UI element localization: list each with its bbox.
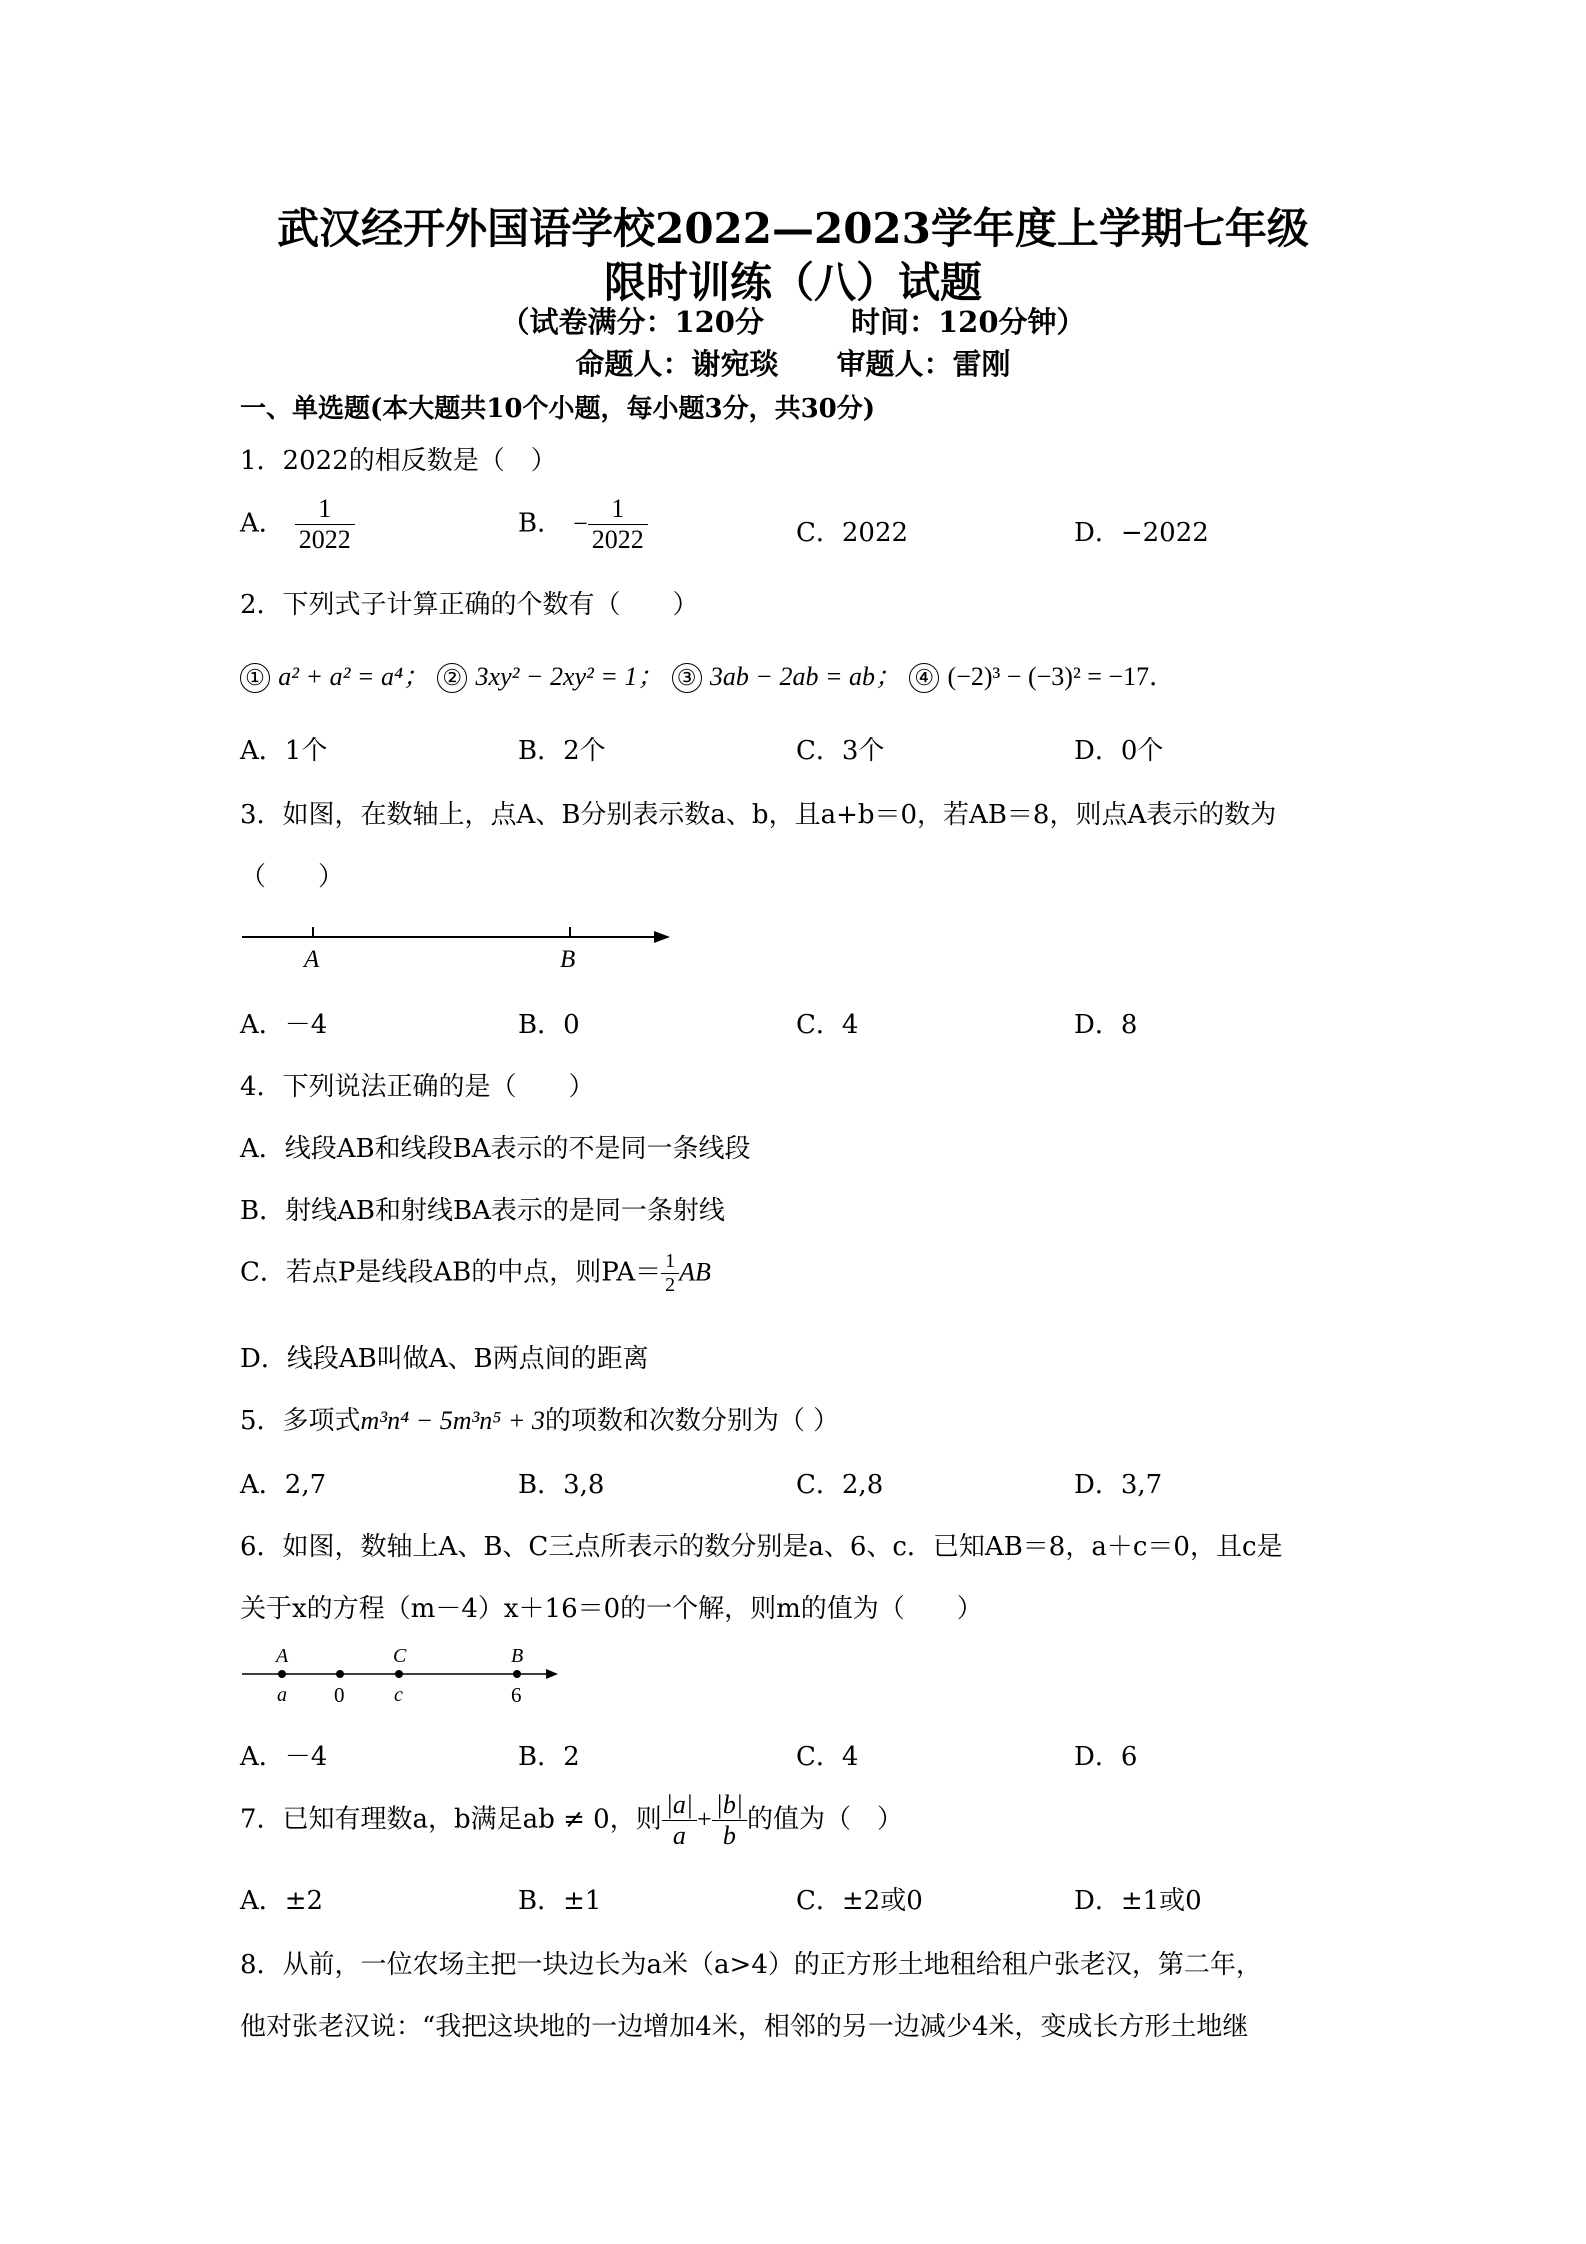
q5-stem: 5．多项式m³n⁴ − 5m³n⁵ + 3的项数和次数分别为（ ） <box>240 1406 840 1436</box>
q1-option-b: B． − $\frac{1}{2022}$ <box>518 494 648 555</box>
q5-option-d: D．3,7 <box>1074 1470 1163 1500</box>
q5-option-b: B．3,8 <box>518 1470 605 1500</box>
value-a-label: a <box>277 1684 287 1706</box>
q5-option-a: A．2,7 <box>240 1470 327 1500</box>
q6-option-b: B．2 <box>518 1742 580 1772</box>
number-line-figure-q3 <box>240 915 680 975</box>
q3-stem-line1: 3．如图，在数轴上，点A、B分别表示数a、b，且a+b＝0，若AB＝8，则点A表示的数为 <box>240 800 1277 830</box>
q2-option-c: C．3个 <box>796 736 885 766</box>
q1-stem: 1．2022的相反数是（ ） <box>240 446 557 476</box>
q6-option-a: A．－4 <box>240 1742 328 1772</box>
item-2-marker: ② <box>437 663 467 693</box>
q3-option-a: A．－4 <box>240 1010 328 1040</box>
item-4-marker: ④ <box>909 663 939 693</box>
point-a-label: A <box>304 946 320 973</box>
q8-stem-line2: 他对张老汉说：“我把这块地的一边增加4米，相邻的另一边减少4米，变成长方形土地继 <box>240 2012 1249 2042</box>
point-b-label: B <box>560 946 576 973</box>
q2-expressions: ① a² + a² = a⁴； ② 3xy² − 2xy² = 1； ③ 3ab − 2ab = ab； ④ (−2)³ − (−3)² = −17． <box>240 656 1175 693</box>
q6-stem-line1: 6．如图，数轴上A、B、C三点所表示的数分别是a、6、c．已知AB＝8，a＋c＝0，且c是 <box>240 1532 1283 1562</box>
q2-option-b: B．2个 <box>518 736 606 766</box>
q4-option-a: A．线段AB和线段BA表示的不是同一条线段 <box>240 1134 751 1164</box>
q2-option-d: D．0个 <box>1074 736 1164 766</box>
q3-option-b: B．0 <box>518 1010 580 1040</box>
q1-option-a: A． $\frac{1}{2022}$ <box>240 494 355 555</box>
point-b-label: B <box>511 1645 524 1667</box>
value-c-label: c <box>394 1684 403 1706</box>
q4-option-b: B．射线AB和射线BA表示的是同一条射线 <box>240 1196 725 1226</box>
q4-option-c: C．若点P是线段AB的中点，则PA＝ $\frac{1}{2}$ AB <box>240 1250 711 1296</box>
q7-option-c: C．±2或0 <box>796 1886 923 1916</box>
q2-option-a: A．1个 <box>240 736 328 766</box>
item-3-marker: ③ <box>672 663 702 693</box>
q7-option-d: D．±1或0 <box>1074 1886 1202 1916</box>
value-six-label: 6 <box>511 1683 522 1707</box>
exam-info: （试卷满分：120分 时间：120分钟） <box>500 305 1086 339</box>
point-a-label: A <box>276 1645 289 1667</box>
section-heading: 一、单选题(本大题共10个小题，每小题3分，共30分) <box>240 394 876 424</box>
q7-option-a: A．±2 <box>240 1886 324 1916</box>
q2-stem: 2．下列式子计算正确的个数有（ ） <box>240 590 699 620</box>
exam-authors: 命题人：谢宛琰 审题人：雷刚 <box>575 347 1011 381</box>
q7-option-b: B．±1 <box>518 1886 602 1916</box>
q1-option-c: C．2022 <box>796 518 909 548</box>
q4-option-d: D．线段AB叫做A、B两点间的距离 <box>240 1344 649 1374</box>
q4-stem: 4．下列说法正确的是（ ） <box>240 1072 595 1102</box>
item-1-marker: ① <box>240 663 270 693</box>
page-title: 武汉经开外国语学校2022—2023学年度上学期七年级 <box>277 204 1309 253</box>
q3-option-c: C．4 <box>796 1010 859 1040</box>
q3-stem-line2: （ ） <box>240 862 345 892</box>
point-c-label: C <box>393 1645 407 1667</box>
q3-option-d: D．8 <box>1074 1010 1138 1040</box>
q6-option-c: C．4 <box>796 1742 859 1772</box>
q5-option-c: C．2,8 <box>796 1470 884 1500</box>
value-zero-label: 0 <box>334 1683 345 1707</box>
page-subtitle: 限时训练（八）试题 <box>603 258 982 307</box>
q7-stem: 7．已知有理数a，b满足ab ≠ 0，则 $\frac{|a|}{a}$ + $\frac{|b|}{b}$ 的值为（ ） <box>240 1790 903 1850</box>
number-line-figure-q6 <box>240 1640 570 1710</box>
q6-stem-line2: 关于x的方程（m－4）x＋16＝0的一个解，则m的值为（ ） <box>240 1594 983 1624</box>
q6-option-d: D．6 <box>1074 1742 1138 1772</box>
q8-stem-line1: 8．从前，一位农场主把一块边长为a米（a>4）的正方形土地租给租户张老汉，第二年， <box>240 1950 1262 1980</box>
q1-option-d: D．−2022 <box>1074 518 1209 548</box>
